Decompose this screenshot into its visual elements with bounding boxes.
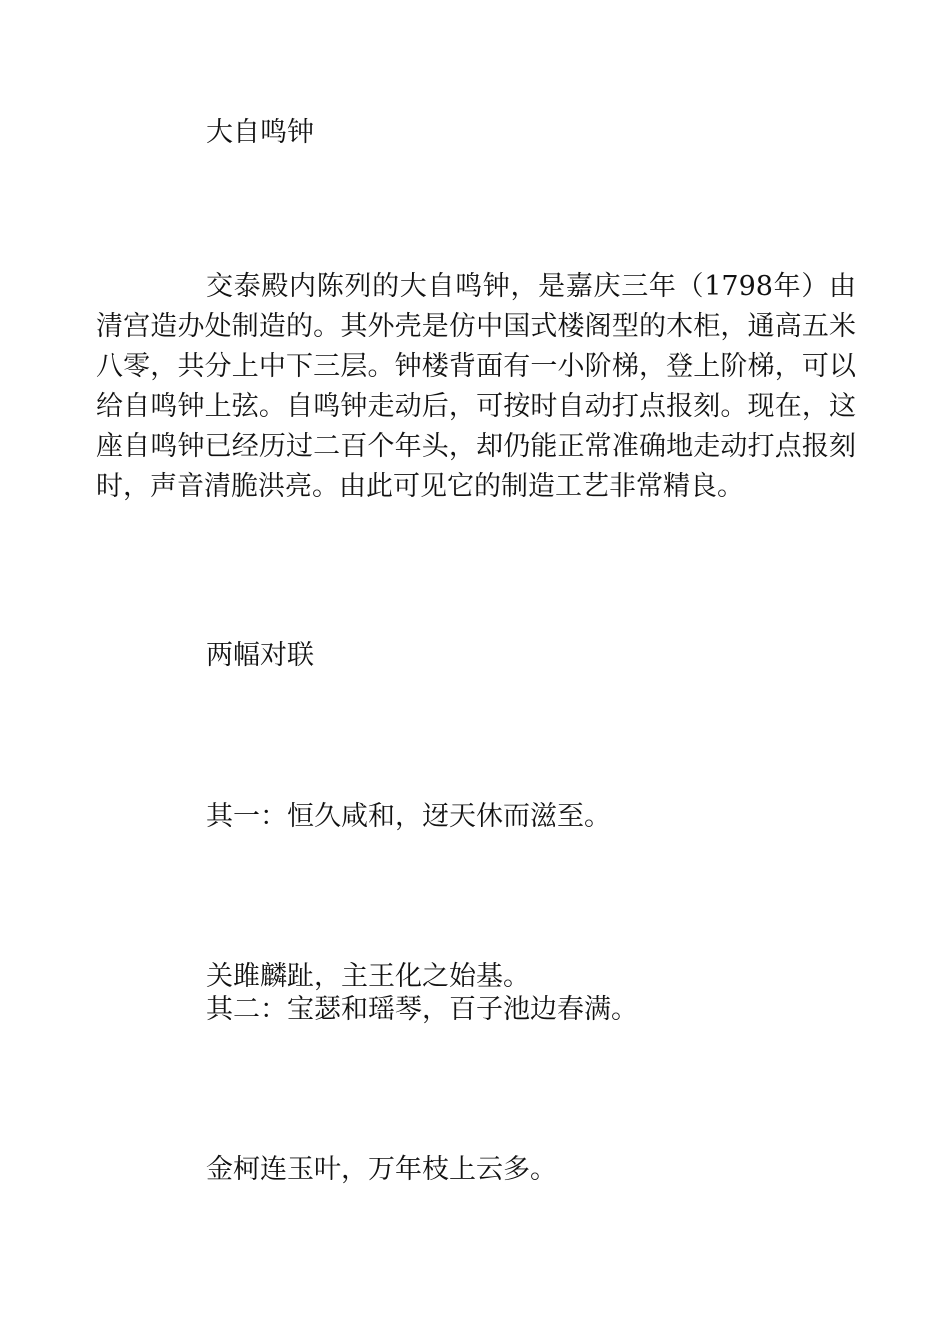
clock-description-paragraph <box>96 267 856 507</box>
section-heading-couplets: 两幅对联 <box>206 640 314 671</box>
paragraph-line: 时，声音清脆洪亮。由此可见它的制造工艺非常精良。 <box>96 471 744 502</box>
couplet-two-second-line: 金柯连玉叶，万年枝上云多。 <box>206 1154 557 1185</box>
couplet-one-second-line: 关雎麟趾，主王化之始基。 <box>206 961 530 992</box>
paragraph-line: 八零，共分上中下三层。钟楼背面有一小阶梯，登上阶梯，可以 <box>96 351 856 382</box>
couplet-one-first-line: 其一：恒久咸和，迓天休而滋至。 <box>206 801 611 832</box>
section-heading-clock: 大自鸣钟 <box>206 117 314 148</box>
paragraph-line: 给自鸣钟上弦。自鸣钟走动后，可按时自动打点报刻。现在，这 <box>96 391 856 422</box>
paragraph-line: 座自鸣钟已经历过二百个年头，却仍能正常准确地走动打点报刻 <box>96 431 856 462</box>
paragraph-line: 清宫造办处制造的。其外壳是仿中国式楼阁型的木柜，通高五米 <box>96 311 856 342</box>
couplet-two-first-line: 其二：宝瑟和瑶琴，百子池边春满。 <box>206 994 638 1025</box>
paragraph-line: 交泰殿内陈列的大自鸣钟，是嘉庆三年（1798年）由 <box>206 271 856 302</box>
